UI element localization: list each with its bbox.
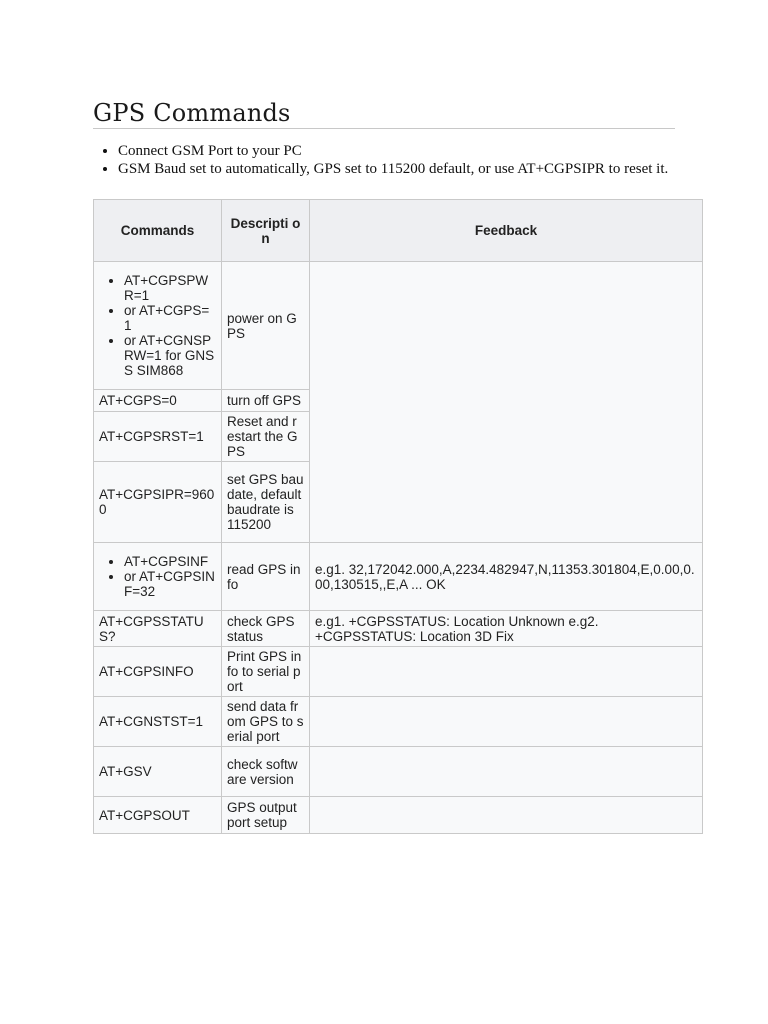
table-row [94,697,703,747]
command-cell: AT+CGPSOUT [94,797,222,834]
description-cell: turn off GPS [222,390,310,412]
feedback-cell: e.g1. 32,172042.000,A,2234.482947,N,11353.301804,E,0.00,0.00,130515,,E,A ... OK [310,543,703,611]
command-list [99,554,216,599]
command-cell: AT+CGPSIPR=9600 [94,462,222,543]
command-cell [94,543,222,611]
page-title: GPS Commands [93,98,675,129]
table-row [94,747,703,797]
description-cell: check GPS status [222,611,310,647]
command-item: • AT+CGPSINF [124,554,216,569]
intro-item: • GSM Baud set to automatically, GPS set to 115200 default, or use AT+CGPSIPR to reset it. [118,161,678,178]
feedback-cell [310,647,703,697]
intro-list [93,143,678,178]
table-row [94,543,703,611]
table-row [94,647,703,697]
header-description: Descripti on [222,200,310,262]
command-cell: AT+CGPS=0 [94,390,222,412]
feedback-cell [310,747,703,797]
command-cell: AT+CGNSTST=1 [94,697,222,747]
table-row [94,797,703,834]
feedback-cell: e.g1. +CGPSSTATUS: Location Unknown e.g2. +CGPSSTATUS: Location 3D Fix [310,611,703,647]
feedback-cell [310,797,703,834]
command-item: • or AT+CGPSINF=32 [124,569,216,599]
description-cell: GPS output port setup [222,797,310,834]
intro-item: • Connect GSM Port to your PC [118,143,678,160]
table-header-row [94,200,703,262]
command-cell: AT+GSV [94,747,222,797]
command-cell: AT+CGPSINFO [94,647,222,697]
table-row [94,611,703,647]
document-page [93,98,701,830]
header-feedback: Feedback [310,200,703,262]
command-cell [94,262,222,390]
feedback-cell [310,262,703,543]
description-cell: check software version [222,747,310,797]
gps-commands-table [93,199,703,834]
command-cell: AT+CGPSRST=1 [94,412,222,462]
command-list [99,273,216,378]
command-item: • or AT+CGPS=1 [124,303,216,333]
header-commands: Commands [94,200,222,262]
command-item: • or AT+CGNSPRW=1 for GNSS SIM868 [124,333,216,378]
command-cell: AT+CGPSSTATUS? [94,611,222,647]
description-cell: send data from GPS to serial port [222,697,310,747]
command-item: • AT+CGPSPWR=1 [124,273,216,303]
table-row [94,262,703,390]
description-cell: set GPS baudate, default baudrate is 115200 [222,462,310,543]
feedback-cell [310,697,703,747]
description-cell: read GPS info [222,543,310,611]
description-cell: power on GPS [222,262,310,390]
description-cell: Reset and restart the GPS [222,412,310,462]
description-cell: Print GPS info to serial port [222,647,310,697]
